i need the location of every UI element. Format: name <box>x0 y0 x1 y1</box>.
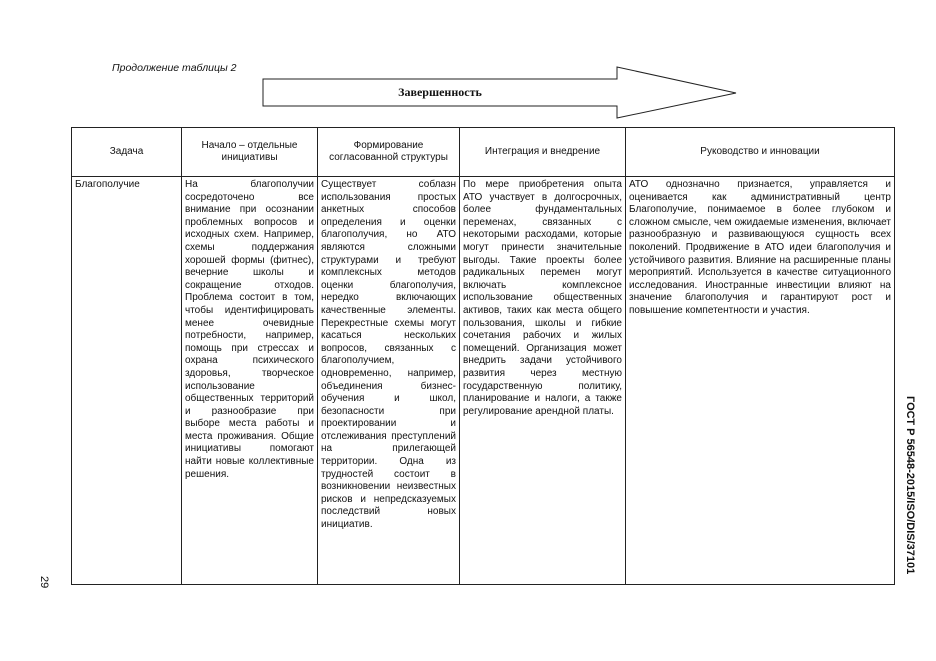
cell-task: Благополучие <box>72 177 182 585</box>
maturity-table <box>71 127 895 585</box>
header-start: Начало – отдельные инициативы <box>182 128 318 177</box>
standard-side-label: ГОСТ Р 56548-2015/ISO/DIS/37101 <box>904 396 916 575</box>
header-row <box>72 128 895 177</box>
cell-structure: Существует соблазн использования простых анкетных способов определения и оценки благополучия, но АТО являются сложными структурами и требуют комплексных методов оценки благополучия, нередко включающих качественные элементы. Перекрестные схемы могут касаться нескольких вопросов, связанных с благополучием, одновременно, например, объединения бизнес-обучения и школ, безопасности при проектировании и отслеживания преступлений на прилегающей территории. Одна из трудностей состоит в возникновении неизвестных рисков и непредсказуемых последствий новых инициатив. <box>318 177 460 585</box>
arrow-label: Завершенность <box>398 85 482 99</box>
header-structure: Формирование согласованной структуры <box>318 128 460 177</box>
cell-integration: По мере приобретения опыта АТО участвует в долгосрочных, более фундаментальных переменах, связанных с некоторыми расходами, которые могут принести значительные выгоды. Такие проекты более радикальных перемен могут включать комплексное использование общественных активов, таких как места общего пользования, школы и гибкие сочетания рабочих и жилых помещений. Организация может внедрить задачи устойчивого развития через местную государственную политику, планирование и налоги, а также регулирование арендной платы. <box>460 177 626 585</box>
header-integration: Интеграция и внедрение <box>460 128 626 177</box>
table-row <box>72 177 895 585</box>
table-caption: Продолжение таблицы 2 <box>112 62 237 74</box>
cell-leadership: АТО однозначно признается, управляется и оценивается как административный центр Благополучие, понимаемое в более глубоком и сложном смысле, чем ожидаемые изменения, включает разнообразную и развивающуюся сущность всех поколений. Продвижение в АТО идеи благополучия и устойчивого развития. Влияние на расширенные планы мероприятий. Используется в качестве ситуационного исследования. Иностранные инвестиции влияют на значение благополучия и гарантируют рост и повышение компетентности и участия. <box>626 177 895 585</box>
cell-start: На благополучии сосредоточено все внимание при осознании проблемных вопросов и исходных схем. Например, схемы поддержания хорошей формы (фитнес), вечерние школы и сокращение отходов. Проблема состоит в том, чтобы идентифицировать менее очевидные потребности, например, помощь при стрессах и охрана психического здоровья, творческое использование общественных территорий и разнообразие при выборе места работы и места проживания. Общие инициативы помогают найти новые коллективные решения. <box>182 177 318 585</box>
header-task: Задача <box>72 128 182 177</box>
maturity-arrow <box>262 66 738 122</box>
page-number: 29 <box>38 576 50 589</box>
header-leadership: Руководство и инновации <box>626 128 895 177</box>
